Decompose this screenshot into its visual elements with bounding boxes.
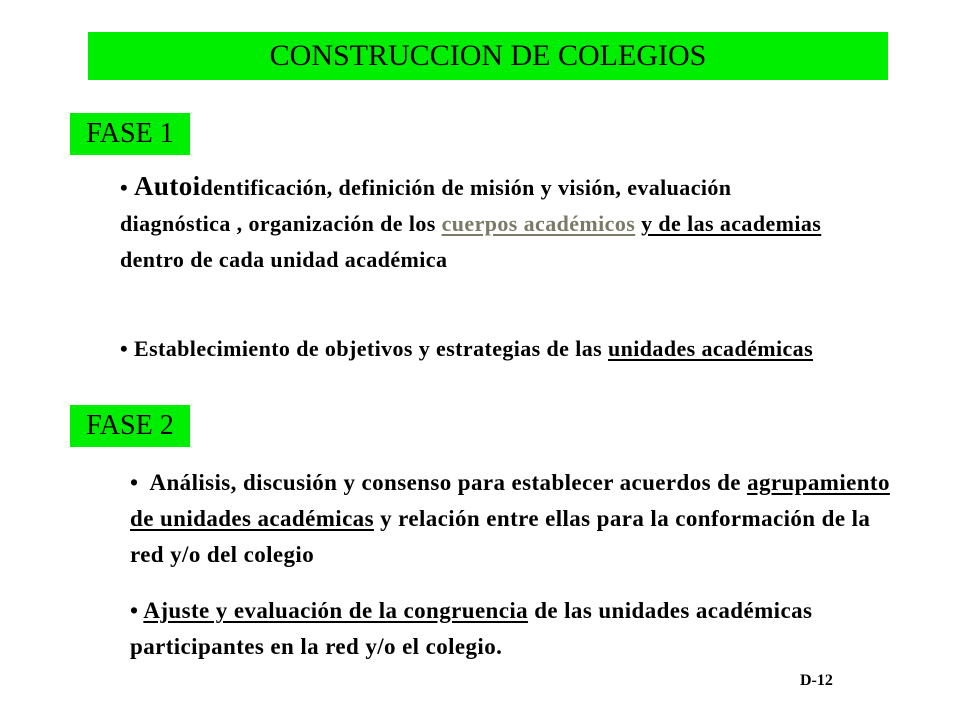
phase-2-label: FASE 2 bbox=[70, 405, 190, 447]
text-segment: de las unidades académicas participantes en la red y/o el colegio. bbox=[130, 598, 813, 659]
text-segment: Análisis, discusión y consenso para establecer acuerdos de bbox=[149, 470, 748, 495]
lead-text: Autoi bbox=[134, 171, 201, 201]
text-segment: Establecimiento de objetivos y estrategias de las bbox=[134, 336, 609, 361]
phase-1-bullet-2 bbox=[120, 331, 840, 367]
text-segment: y relación entre ellas para la conformación de la red y/o del colegio bbox=[130, 506, 871, 567]
page-code: D-12 bbox=[800, 672, 833, 689]
underlined-text: y de las academias bbox=[641, 211, 822, 236]
highlighted-underlined-text: cuerpos académicos bbox=[441, 211, 636, 236]
text-segment: dentificación, definición de misión y visión, evaluación diagnóstica , organización de los bbox=[120, 175, 732, 236]
phase-1-label: FASE 1 bbox=[70, 113, 190, 155]
bullet-marker: • bbox=[130, 470, 139, 495]
phase-1-bullet-1 bbox=[120, 168, 840, 278]
underlined-text: agrupamiento de unidades académicas bbox=[130, 470, 890, 531]
underlined-text: Ajuste y evaluación de la congruencia bbox=[143, 598, 529, 623]
bullet-marker: • bbox=[120, 336, 129, 361]
bullet-marker: • bbox=[130, 598, 139, 623]
text-segment: dentro de cada unidad académica bbox=[120, 247, 448, 272]
phase-2-bullet-2 bbox=[130, 593, 900, 665]
slide-title: CONSTRUCCION DE COLEGIOS bbox=[88, 32, 888, 80]
bullet-marker: • bbox=[120, 175, 129, 200]
underlined-text: unidades académicas bbox=[608, 336, 814, 361]
phase-2-bullet-1 bbox=[130, 465, 900, 573]
